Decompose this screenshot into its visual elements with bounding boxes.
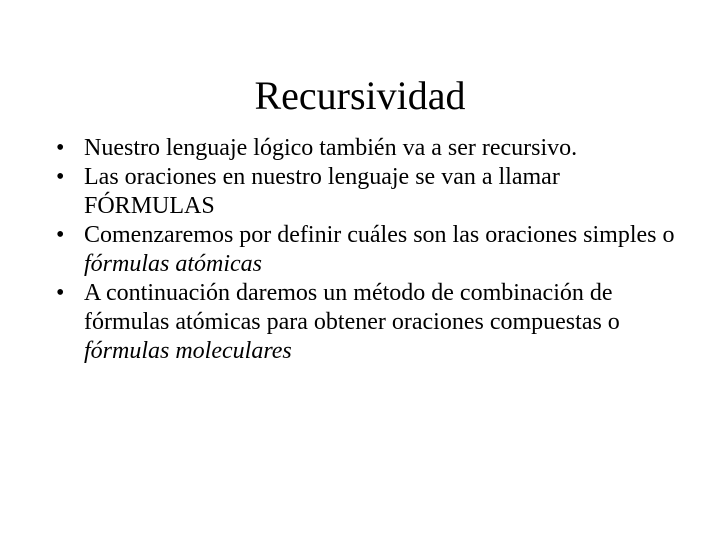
bullet-icon: • [56, 280, 65, 306]
bullet-text: A continuación daremos un método de combinación de fórmulas atómicas para obtener oraciones compuestas o [84, 280, 620, 335]
bullet-icon: • [56, 135, 65, 161]
bullet-text: Comenzaremos por definir cuáles son las oraciones simples o [84, 222, 675, 248]
bullet-text: Las oraciones en nuestro lenguaje se van a llamar FÓRMULAS [84, 164, 560, 219]
bullet-icon: • [56, 222, 65, 248]
bullet-list [54, 134, 694, 366]
bullet-item-3 [54, 221, 694, 279]
bullet-icon: • [56, 164, 65, 190]
bullet-item-1 [54, 134, 694, 163]
slide-title: Recursividad [254, 73, 466, 118]
bullet-text-italic: fórmulas moleculares [84, 338, 292, 364]
bullet-item-4 [54, 279, 694, 366]
bullet-item-2 [54, 163, 694, 221]
bullet-text-italic: fórmulas atómicas [84, 251, 263, 277]
bullet-text: Nuestro lenguaje lógico también va a ser recursivo. [84, 135, 578, 161]
